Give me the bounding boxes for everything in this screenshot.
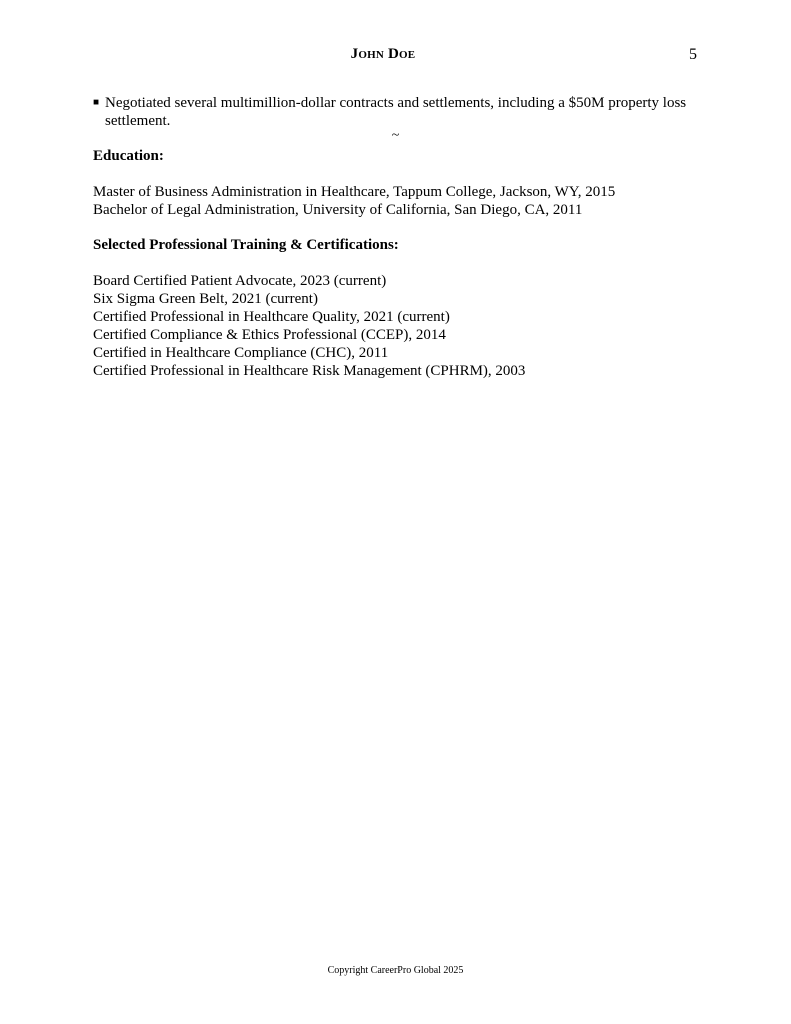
certification-item: Board Certified Patient Advocate, 2023 (current) [93, 273, 387, 289]
square-bullet-icon: ■ [93, 97, 100, 108]
footer-copyright: Copyright CareerPro Global 2025 [327, 965, 464, 976]
certifications-list [93, 272, 525, 380]
bullet-text: Negotiated several multimillion-dollar contracts and settlements, including a $50M property loss settlement. [105, 95, 687, 129]
experience-bullet [93, 94, 693, 130]
certifications-heading: Selected Professional Training & Certifications: [93, 237, 399, 253]
education-item: Bachelor of Legal Administration, University of California, San Diego, CA, 2011 [93, 202, 583, 218]
header-name: John Doe [350, 46, 416, 62]
certification-item: Certified Professional in Healthcare Risk Management (CPHRM), 2003 [93, 363, 526, 379]
education-item: Master of Business Administration in Healthcare, Tappum College, Jackson, WY, 2015 [93, 184, 616, 200]
section-divider: ~ [391, 128, 400, 143]
certification-item: Six Sigma Green Belt, 2021 (current) [93, 291, 318, 307]
certification-item: Certified in Healthcare Compliance (CHC), 2011 [93, 345, 389, 361]
page-number: 5 [689, 46, 697, 63]
certification-item: Certified Compliance & Ethics Professional (CCEP), 2014 [93, 327, 446, 343]
education-list [93, 183, 615, 219]
education-heading: Education: [93, 148, 164, 164]
certification-item: Certified Professional in Healthcare Quality, 2021 (current) [93, 309, 450, 325]
